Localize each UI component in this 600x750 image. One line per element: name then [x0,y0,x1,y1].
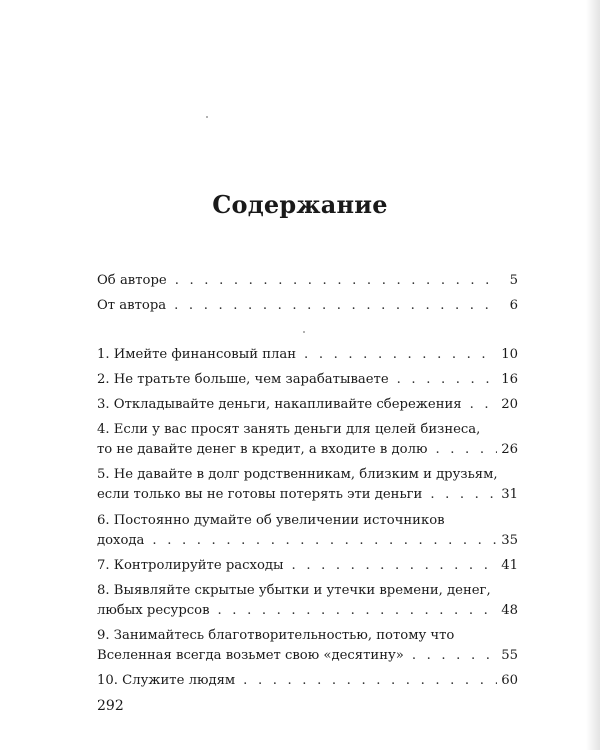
toc-entry-chapter-5[interactable] [97,464,518,486]
toc-entry-page: 55 [501,648,518,663]
toc-entry-label: Вселенная всегда возьмет свою «десятину» [97,648,404,663]
toc-entry-chapter-6-cont[interactable] [97,530,518,552]
dot-leader [243,670,497,692]
dot-leader [304,344,497,366]
dot-leader [412,645,497,667]
toc-entry-from-author[interactable] [97,295,518,317]
toc-entry-page: 48 [501,603,518,618]
toc-entry-chapter-10[interactable] [97,670,518,692]
toc-entry-label: если только вы не готовы потерять эти деньги [97,487,423,502]
dot-leader [292,555,498,577]
toc-entry-chapter-8[interactable] [97,580,518,602]
toc-entry-page: 16 [501,372,518,387]
page-number: 292 [97,698,124,714]
dot-leader [218,600,498,622]
toc-entry-chapter-7[interactable] [97,555,518,577]
dot-leader [152,530,497,552]
toc-entry-page: 10 [501,347,518,362]
toc-entry-label: 1. Имейте финансовый план [97,347,297,362]
toc-entry-chapter-5-cont[interactable] [97,484,518,506]
dot-leader [470,394,498,416]
toc-entry-page: 41 [501,558,518,573]
toc-entry-label: 10. Служите людям [97,673,236,688]
toc-entry-page: 6 [509,298,518,313]
toc-entry-chapter-6[interactable] [97,510,518,532]
toc-entry-chapter-8-cont[interactable] [97,600,518,622]
toc-entry-page: 20 [501,397,518,412]
toc-entry-label: Об авторе [97,273,167,288]
toc-entry-label: то не давайте денег в кредит, а входите в долю [97,442,428,457]
toc-entry-label: 8. Выявляйте скрытые убытки и утечки времени, денег, [97,583,491,598]
toc-entry-page: 5 [509,273,518,288]
toc-entry-page: 26 [501,442,518,457]
dot-leader [430,484,497,506]
dot-leader [397,369,498,391]
toc-entry-label: 6. Постоянно думайте об увеличении источников [97,513,445,528]
dot-leader [175,270,500,292]
toc-entry-chapter-3[interactable] [97,394,518,416]
scan-speck [303,331,305,333]
dot-leader [174,295,500,317]
scan-speck [206,116,208,118]
toc-entry-label: 3. Откладывайте деньги, накапливайте сбережения [97,397,462,412]
toc-entry-chapter-1[interactable] [97,344,518,366]
toc-entry-label: 7. Контролируйте расходы [97,558,284,573]
toc-entry-chapter-9-cont[interactable] [97,645,518,667]
toc-entry-page: 31 [501,487,518,502]
toc-entry-page: 60 [501,673,518,688]
dot-leader [435,439,497,461]
toc-entry-label: дохода [97,533,145,548]
toc-entry-label: 4. Если у вас просят занять деньги для целей бизнеса, [97,422,481,437]
toc-entry-label: От автора [97,298,167,313]
toc-entry-chapter-2[interactable] [97,369,518,391]
toc-entry-chapter-4-cont[interactable] [97,439,518,461]
toc-entry-label: любых ресурсов [97,603,210,618]
toc-entry-about-author[interactable] [97,270,518,292]
toc-entry-chapter-9[interactable] [97,625,518,647]
toc-entry-chapter-4[interactable] [97,419,518,441]
toc-entry-label: 9. Занимайтесь благотворительностью, потому что [97,628,455,643]
toc-entry-label: 5. Не давайте в долг родственникам, близким и друзьям, [97,467,498,482]
toc-entry-label: 2. Не тратьте больше, чем зарабатываете [97,372,389,387]
toc-title: Содержание [212,190,388,219]
toc-entry-page: 35 [501,533,518,548]
page-edge-shadow [586,0,600,750]
